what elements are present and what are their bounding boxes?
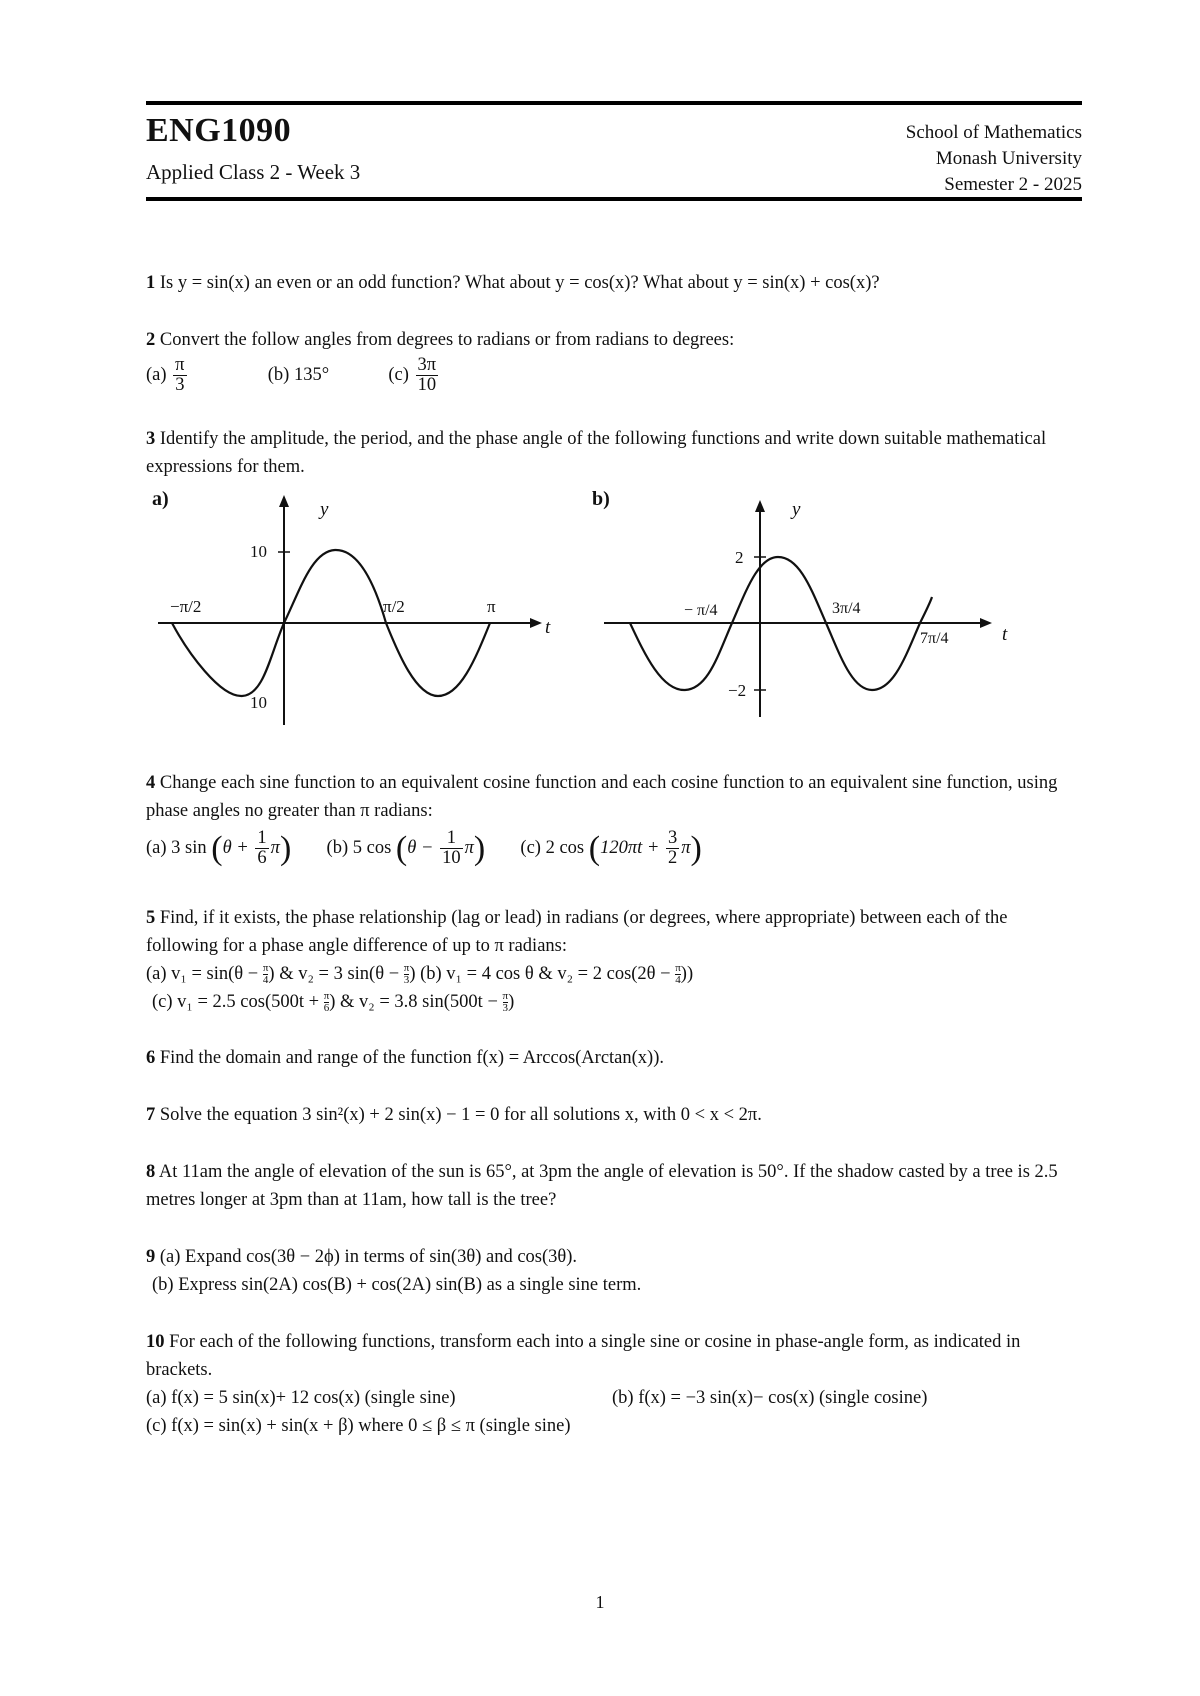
question-4 <box>146 769 1082 869</box>
part-b-coef: 5 cos <box>352 838 392 859</box>
part-c-label: (c) <box>388 365 409 386</box>
fraction-numerator: π <box>323 990 330 1003</box>
line1-b-end: )) <box>680 964 694 984</box>
y-axis-arrow <box>279 495 289 507</box>
school-name: School of Mathematics <box>905 122 1082 143</box>
course-code: ENG1090 <box>146 112 292 149</box>
question-text: For each of the following functions, transform each into a single sine or cosine in phase-angle form, as indicated in brackets. <box>146 1332 1021 1380</box>
part-c-fraction <box>666 829 679 869</box>
question-number: 4 <box>146 773 156 793</box>
question-text: Convert the follow angles from degrees to radians or from radians to degrees: <box>159 330 735 350</box>
question-text: Solve the equation 3 sin²(x) + 2 sin(x) − 1 = 0 for all solutions x, with 0 < x < 2π. <box>159 1105 762 1125</box>
part-b-label: (b) <box>267 365 290 386</box>
part-b-fraction <box>440 829 463 869</box>
part-a-inner: θ + <box>222 838 249 859</box>
question-8 <box>146 1158 1082 1214</box>
question-number: 1 <box>146 273 156 293</box>
fraction-denominator: 4 <box>675 974 681 987</box>
fraction-denominator: 3 <box>403 974 410 987</box>
part-b-label: (b) <box>326 838 349 859</box>
page-number: 1 <box>595 1592 605 1612</box>
fraction-denominator: 4 <box>262 974 269 987</box>
fraction-numerator: 1 <box>257 828 267 848</box>
question-9 <box>146 1243 1082 1299</box>
semester-label: Semester 2 - 2025 <box>944 174 1082 195</box>
x-tick-end-label: 7π/4 <box>920 630 949 647</box>
part-a-fraction <box>255 829 268 869</box>
fraction-denominator: 10 <box>442 848 461 869</box>
part-a-tail: π <box>270 838 280 859</box>
fraction-denominator: 3 <box>502 1002 509 1015</box>
y-axis-arrow <box>755 500 765 512</box>
line2-end: ) <box>508 992 515 1012</box>
y-tick-neg-label: −2 <box>728 681 747 700</box>
graph-b <box>590 485 1030 725</box>
part-b-tail: π <box>464 838 474 859</box>
fraction-denominator: 6 <box>257 848 267 869</box>
fraction-denominator: 10 <box>417 375 437 396</box>
line1-a-mid: ) & v₂ = 3 sin(θ − <box>268 964 400 984</box>
question-text: Find the domain and range of the function f(x) = Arccos(Arctan(x)). <box>159 1048 664 1068</box>
line2-mid: ) & v₂ = 3.8 sin(500t − <box>329 992 498 1012</box>
part-b-value: 135° <box>293 365 330 386</box>
part-a-label: (a) <box>146 838 167 859</box>
question-2 <box>146 326 1082 396</box>
part-c-tail: π <box>681 838 691 859</box>
paren-close: ) <box>279 829 292 867</box>
fraction-numerator: 1 <box>440 829 463 849</box>
question-number: 2 <box>146 330 156 350</box>
part-b-inner: θ − <box>407 838 434 859</box>
fraction-denominator: 3 <box>175 375 185 396</box>
fraction-denominator: 6 <box>323 1002 330 1015</box>
question-text: Identify the amplitude, the period, and the phase angle of the following functions and write down suitable mathematical expressions for them. <box>146 429 1047 477</box>
header-bottom-rule <box>146 197 1082 201</box>
question-text: Is y = sin(x) an even or an odd function? What about y = cos(x)? What about y = sin(x) + cos(x)? <box>159 273 880 293</box>
paren-open: ( <box>395 829 408 867</box>
graph-a <box>150 485 570 725</box>
part-a-coef: 3 sin <box>171 838 207 859</box>
y-axis-label: y <box>320 499 329 520</box>
x-tick-mid-label: π/2 <box>383 597 405 616</box>
paren-close: ) <box>473 829 486 867</box>
part-a-text: (a) Expand cos(3θ − 2ϕ) in terms of sin(3θ) and cos(3θ). <box>159 1247 578 1267</box>
university-name: Monash University <box>935 148 1082 169</box>
fraction-numerator: π <box>175 355 185 375</box>
question-text: Find, if it exists, the phase relationship (lag or lead) in radians (or degrees, where appropriate) between each of the following for a phase angle difference of up to π radians: <box>146 908 1008 956</box>
question-number: 7 <box>146 1105 156 1125</box>
t-axis-label: t <box>1002 624 1008 645</box>
t-axis-arrow <box>530 618 542 628</box>
question-text: At 11am the angle of elevation of the sun is 65°, at 3pm the angle of elevation is 50°. If the shadow casted by a tree is 2.5 metres longer at 3pm than at 11am, how tall is the tree? <box>146 1162 1058 1210</box>
graph-label: a) <box>152 488 169 510</box>
fraction-a <box>173 356 186 396</box>
question-6 <box>146 1044 1082 1072</box>
question-number: 10 <box>146 1332 165 1352</box>
paren-close: ) <box>690 829 702 867</box>
question-number: 9 <box>146 1247 156 1267</box>
x-tick-end-label: π <box>487 597 496 616</box>
question-number: 6 <box>146 1048 156 1068</box>
x-tick-neg-label: − π/4 <box>684 602 718 619</box>
part-c-text: (c) f(x) = sin(x) + sin(x + β) where 0 ≤ β ≤ π (single sine) <box>146 1416 571 1436</box>
y-tick-pos-label: 10 <box>250 542 267 561</box>
question-text: Change each sine function to an equivalent cosine function and each cosine function to an equivalent sine function, using phase angles no greater than π radians: <box>146 773 1058 821</box>
fraction-numerator: π <box>675 962 681 975</box>
fraction-c <box>416 356 439 396</box>
fraction-numerator: 3π <box>417 355 437 375</box>
y-axis-label: y <box>792 499 801 520</box>
line1-a-pre: (a) v₁ = sin(θ − <box>146 964 259 984</box>
paren-open: ( <box>588 829 601 867</box>
t-axis-arrow <box>980 618 992 628</box>
question-number: 3 <box>146 429 156 449</box>
part-a-text: (a) f(x) = 5 sin(x)+ 12 cos(x) (single sine) <box>146 1388 456 1408</box>
question-number: 5 <box>146 908 156 928</box>
y-tick-neg-label: 10 <box>250 693 267 712</box>
t-axis-label: t <box>545 617 551 638</box>
part-c-inner: 120πt + <box>600 838 660 859</box>
question-10 <box>146 1328 1082 1440</box>
graph-label: b) <box>592 488 610 510</box>
question-1 <box>146 269 1082 297</box>
part-c-label: (c) <box>520 838 541 859</box>
fraction-numerator: π <box>403 962 410 975</box>
line2-pre: (c) v₁ = 2.5 cos(500t + <box>152 992 320 1012</box>
x-tick-mid-label: 3π/4 <box>832 600 861 617</box>
institution-block <box>906 120 1082 198</box>
part-b-text: (b) Express sin(2A) cos(B) + cos(2A) sin(B) as a single sine term. <box>152 1275 642 1295</box>
header-top-rule <box>146 101 1082 105</box>
x-tick-neg-label: −π/2 <box>170 597 202 616</box>
question-3 <box>146 425 1082 481</box>
y-tick-pos-label: 2 <box>735 548 744 567</box>
part-c-coef: 2 cos <box>545 838 585 859</box>
paren-open: ( <box>211 829 223 867</box>
line1-b-pre: ) (b) v₁ = 4 cos θ & v₂ = 2 cos(2θ − <box>409 964 671 984</box>
fraction-denominator: 2 <box>668 848 678 869</box>
question-7 <box>146 1101 1082 1129</box>
part-b-text: (b) f(x) = −3 sin(x)− cos(x) (single cosine) <box>612 1388 928 1408</box>
fraction-numerator: π <box>262 962 269 975</box>
class-subtitle: Applied Class 2 - Week 3 <box>146 160 361 184</box>
question-number: 8 <box>146 1162 156 1182</box>
fraction-numerator: π <box>502 990 509 1003</box>
question-5 <box>146 904 1082 1016</box>
part-a-label: (a) <box>146 365 167 386</box>
fraction-numerator: 3 <box>668 828 678 848</box>
